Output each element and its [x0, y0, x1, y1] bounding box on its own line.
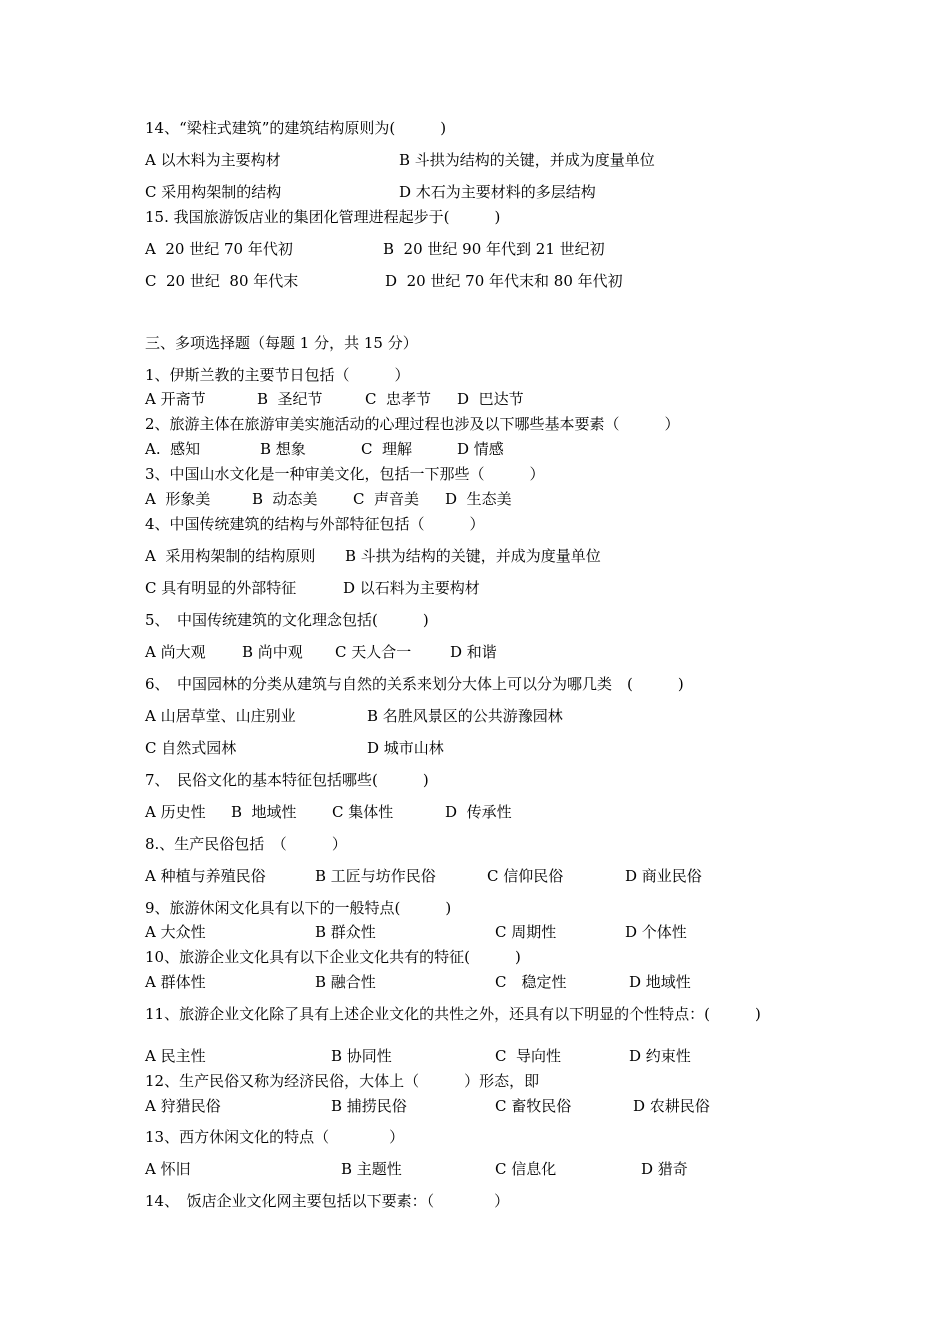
option: A 大众性 [145, 923, 206, 941]
option: C 集体性 [332, 803, 394, 821]
question-stem: 2、旅游主体在旅游审美实施活动的心理过程也涉及以下哪些基本要素（ ） [145, 415, 680, 433]
option: D 商业民俗 [625, 867, 702, 885]
option: B 斗拱为结构的关键，并成为度量单位 [399, 151, 655, 169]
option: C 20 世纪 80 年代末 [145, 272, 299, 290]
option: A 尚大观 [145, 643, 206, 661]
option: D 城市山林 [367, 739, 444, 757]
option: D 情感 [457, 440, 504, 458]
question-stem: 5、 中国传统建筑的文化理念包括( ) [145, 611, 429, 629]
option: D 和谐 [450, 643, 497, 661]
option: C 声音美 [353, 490, 420, 508]
option: B 想象 [260, 440, 306, 458]
option: B 地域性 [231, 803, 297, 821]
question-stem: 3、中国山水文化是一种审美文化，包括一下那些（ ） [145, 465, 545, 483]
question-stem: 4、中国传统建筑的结构与外部特征包括（ ） [145, 515, 485, 533]
option: A 山居草堂、山庄别业 [145, 707, 296, 725]
option: C 信息化 [495, 1160, 557, 1178]
option: D 巴达节 [457, 390, 524, 408]
option: A 开斋节 [145, 390, 206, 408]
question-stem: 8.、生产民俗包括 （ ） [145, 835, 347, 853]
option: D 木石为主要材料的多层结构 [399, 183, 596, 201]
question-stem: 12、生产民俗又称为经济民俗，大体上（ ）形态，即 [145, 1072, 540, 1090]
option: B 尚中观 [242, 643, 303, 661]
question-stem: 13、西方休闲文化的特点（ ） [145, 1128, 405, 1146]
question-stem: 10、旅游企业文化具有以下企业文化共有的特征( ) [145, 948, 521, 966]
option: B 捕捞民俗 [331, 1097, 407, 1115]
option: A 怀旧 [145, 1160, 191, 1178]
option: D 地域性 [629, 973, 691, 991]
option: C 理解 [361, 440, 413, 458]
option: D 猎奇 [641, 1160, 688, 1178]
option: D 以石料为主要构材 [343, 579, 480, 597]
option: C 自然式园林 [145, 739, 237, 757]
question-stem: 7、 民俗文化的基本特征包括哪些( ) [145, 771, 429, 789]
option: D 约束性 [629, 1047, 691, 1065]
option: A 群体性 [145, 973, 206, 991]
option: C 畜牧民俗 [495, 1097, 572, 1115]
option: A 以木料为主要构材 [145, 151, 281, 169]
option: D 生态美 [445, 490, 512, 508]
option: B 动态美 [252, 490, 318, 508]
option: A 20 世纪 70 年代初 [145, 240, 293, 258]
option: B 20 世纪 90 年代到 21 世纪初 [383, 240, 605, 258]
option: A. 感知 [145, 440, 201, 458]
option: B 名胜风景区的公共游豫园林 [367, 707, 563, 725]
option: A 种植与养殖民俗 [145, 867, 266, 885]
option: A 民主性 [145, 1047, 206, 1065]
option: C 导向性 [495, 1047, 562, 1065]
question-stem: 9、旅游休闲文化具有以下的一般特点( ) [145, 899, 452, 917]
question-stem: 15. 我国旅游饭店业的集团化管理进程起步于( ) [145, 208, 501, 226]
option: A 历史性 [145, 803, 206, 821]
option: B 工匠与坊作民俗 [315, 867, 436, 885]
option: D 农耕民俗 [633, 1097, 710, 1115]
question-stem: 11、旅游企业文化除了具有上述企业文化的共性之外，还具有以下明显的个性特点：( ) [145, 1005, 761, 1023]
section-heading: 三、多项选择题（每题 1 分，共 15 分） [145, 334, 418, 352]
question-stem: 6、 中国园林的分类从建筑与自然的关系来划分大体上可以分为哪几类 ( ) [145, 675, 684, 693]
option: B 融合性 [315, 973, 376, 991]
option: C 具有明显的外部特征 [145, 579, 297, 597]
option: A 采用构架制的结构原则 [145, 547, 316, 565]
option: B 主题性 [341, 1160, 402, 1178]
option: C 周期性 [495, 923, 557, 941]
question-stem: 14、 饭店企业文化网主要包括以下要素：（ ） [145, 1192, 510, 1210]
option: C 信仰民俗 [487, 867, 564, 885]
option: D 个体性 [625, 923, 687, 941]
option: B 斗拱为结构的关键，并成为度量单位 [345, 547, 601, 565]
option: B 协同性 [331, 1047, 392, 1065]
option: B 群众性 [315, 923, 376, 941]
option: C 采用构架制的结构 [145, 183, 282, 201]
question-stem: 1、伊斯兰教的主要节日包括（ ） [145, 366, 410, 384]
option: A 形象美 [145, 490, 211, 508]
question-stem: 14、“梁柱式建筑”的建筑结构原则为( ) [145, 119, 447, 137]
option: C 忠孝节 [365, 390, 432, 408]
option: C 天人合一 [335, 643, 412, 661]
option: A 狩猎民俗 [145, 1097, 221, 1115]
option: D 20 世纪 70 年代末和 80 年代初 [385, 272, 623, 290]
option: C 稳定性 [495, 973, 567, 991]
option: D 传承性 [445, 803, 512, 821]
option: B 圣纪节 [257, 390, 323, 408]
